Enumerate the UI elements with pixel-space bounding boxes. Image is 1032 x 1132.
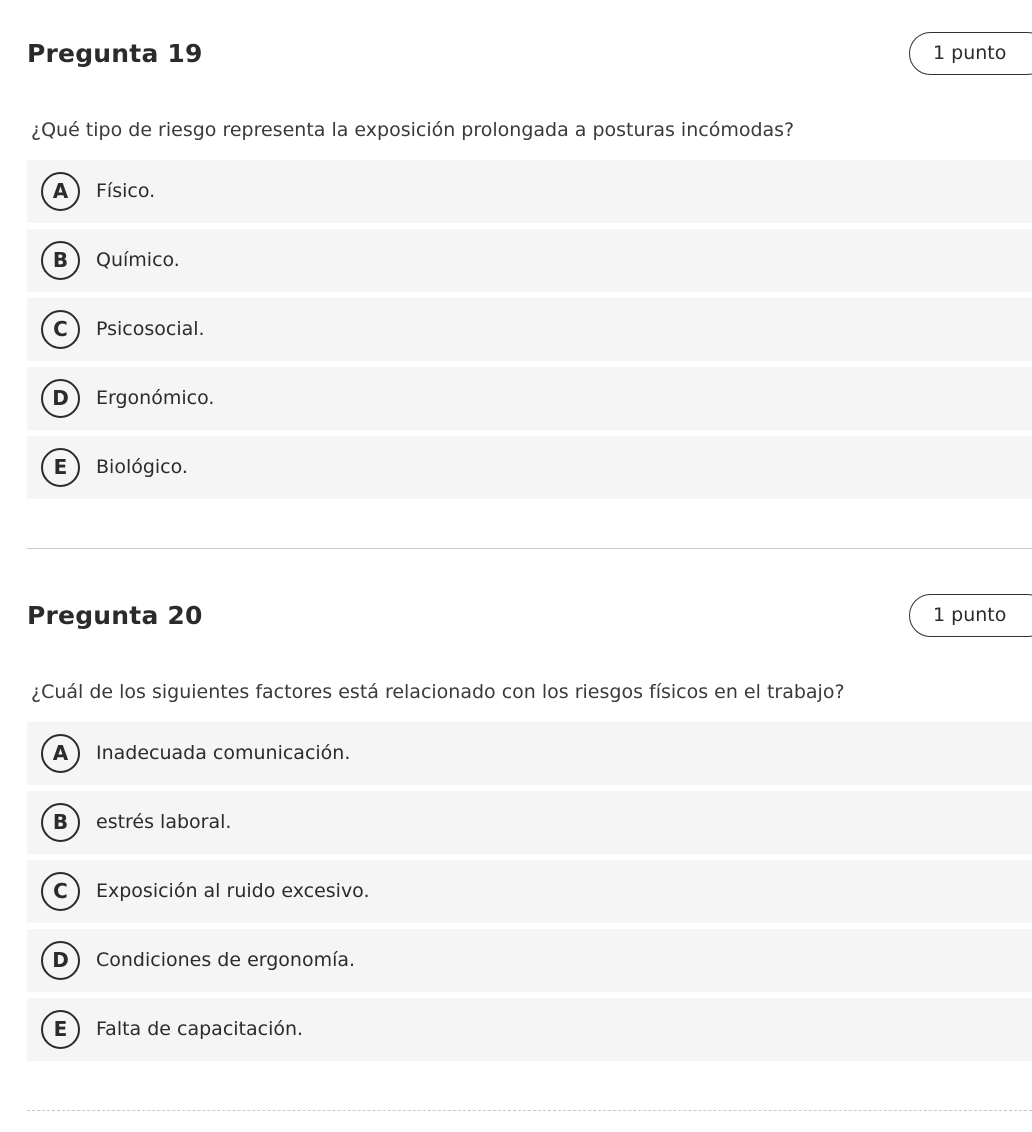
question-title: Pregunta 19: [27, 39, 203, 68]
option-text: Químico.: [96, 249, 180, 271]
question-header: [27, 594, 1032, 638]
option-letter-badge: D: [41, 941, 80, 980]
option-letter-badge: B: [41, 803, 80, 842]
option-b[interactable]: [27, 229, 1032, 292]
points-badge: 1 punto: [909, 32, 1032, 75]
option-e[interactable]: [27, 436, 1032, 499]
option-text: Ergonómico.: [96, 387, 215, 409]
option-letter-badge: A: [41, 734, 80, 773]
question-divider: [27, 548, 1032, 549]
option-a[interactable]: [27, 722, 1032, 785]
question-prompt: ¿Qué tipo de riesgo representa la exposición prolongada a posturas incómodas?: [31, 119, 795, 141]
option-text: Falta de capacitación.: [96, 1018, 304, 1040]
option-letter-badge: C: [41, 872, 80, 911]
option-text: Físico.: [96, 180, 156, 202]
option-letter-badge: C: [41, 310, 80, 349]
option-a[interactable]: [27, 160, 1032, 223]
question-title: Pregunta 20: [27, 601, 203, 630]
option-letter-badge: D: [41, 379, 80, 418]
question-divider: [27, 1110, 1032, 1111]
option-text: Inadecuada comunicación.: [96, 742, 351, 764]
option-d[interactable]: [27, 929, 1032, 992]
option-text: Exposición al ruido excesivo.: [96, 880, 370, 902]
option-text: Biológico.: [96, 456, 188, 478]
question-prompt: ¿Cuál de los siguientes factores está relacionado con los riesgos físicos en el trabajo?: [31, 681, 845, 703]
option-e[interactable]: [27, 998, 1032, 1061]
question-header: [27, 32, 1032, 76]
option-letter-badge: E: [41, 1010, 80, 1049]
option-c[interactable]: [27, 298, 1032, 361]
points-badge: 1 punto: [909, 594, 1032, 637]
answer-options: [27, 160, 1032, 505]
option-text: Psicosocial.: [96, 318, 205, 340]
option-b[interactable]: [27, 791, 1032, 854]
option-letter-badge: A: [41, 172, 80, 211]
option-text: estrés laboral.: [96, 811, 232, 833]
option-c[interactable]: [27, 860, 1032, 923]
answer-options: [27, 722, 1032, 1067]
option-d[interactable]: [27, 367, 1032, 430]
option-text: Condiciones de ergonomía.: [96, 949, 356, 971]
option-letter-badge: B: [41, 241, 80, 280]
option-letter-badge: E: [41, 448, 80, 487]
